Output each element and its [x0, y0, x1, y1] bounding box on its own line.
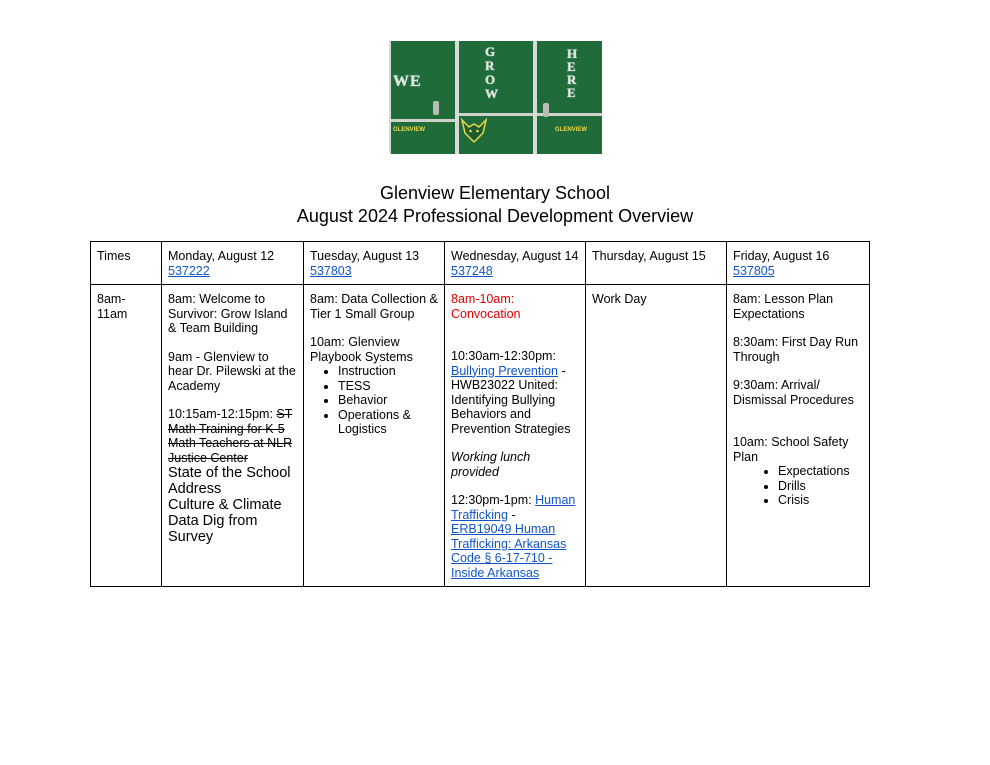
link-separator: -	[507, 507, 516, 522]
bobcat-logo-icon	[460, 118, 488, 144]
doc-title-overview: August 2024 Professional Development Overview	[296, 206, 694, 226]
header-tuesday	[304, 242, 445, 285]
friday-run-through: 8:30am: First Day Run Through	[733, 335, 859, 364]
header-times	[91, 242, 162, 285]
time-label: 12:30pm-1pm:	[451, 493, 536, 507]
list-item: • TESS	[338, 379, 438, 394]
tuesday-cell	[304, 285, 445, 587]
friday-safety-plan: 10am: School Safety Plan	[733, 435, 849, 464]
brand-text: GLENVIEW	[555, 127, 588, 133]
thursday-cell	[586, 285, 727, 587]
list-item: • Crisis	[778, 493, 863, 508]
course-code-link-wednesday[interactable]: 537248	[451, 263, 493, 278]
arkansas-code-link[interactable]: ERB19049 Human Trafficking: Arkansas Code § 6-17-710 - Inside Arkansas	[451, 522, 567, 580]
monday-state-of-school: State of the School Address	[168, 465, 291, 497]
time-label: 10:15am-12:15pm:	[168, 407, 277, 421]
wednesday-cell	[445, 285, 586, 587]
header-friday	[727, 242, 870, 285]
header-monday	[162, 242, 304, 285]
cancelled-text: Math Training for K-5 Math Teachers at NLR Justice Center	[168, 421, 293, 465]
human-trafficking-link[interactable]: Human Trafficking	[451, 493, 576, 522]
monday-cell	[162, 285, 304, 587]
door-right	[535, 41, 602, 154]
friday-arrival-dismissal: 9:30am: Arrival/ Dismissal Procedures	[733, 378, 854, 407]
wednesday-convocation: 8am-10am: Convocation	[451, 292, 521, 321]
bullying-prevention-link[interactable]: Bullying Prevention	[451, 363, 559, 378]
monday-keynote: 9am - Glenview to hear Dr. Pilewski at the Academy	[168, 349, 296, 393]
header-label: Tuesday, August 13	[310, 249, 420, 263]
tuesday-playbook: 10am: Glenview Playbook Systems	[310, 335, 413, 364]
monday-welcome: 8am: Welcome to Survivor: Grow Island & Team Building	[168, 292, 288, 335]
wednesday-lunch-note: Working lunch provided	[451, 450, 531, 479]
list-item: • Behavior	[338, 393, 438, 408]
course-code-link-monday[interactable]: 537222	[168, 263, 210, 278]
brand-text-left: GLENVIEW	[393, 127, 426, 133]
header-label: Friday, August 16	[733, 249, 830, 263]
header-label: Times	[97, 249, 131, 263]
time-range: 8am-11am	[97, 292, 128, 321]
monday-math-training	[168, 407, 297, 465]
monday-data-dig: Culture & Climate Data Dig from Survey	[168, 497, 282, 545]
session-description: - HWB23022 United: Identifying Bullying Behaviors and Prevention Strategies	[451, 363, 571, 436]
thursday-work-day: Work Day	[592, 292, 647, 306]
friday-safety-list	[733, 464, 863, 508]
course-code-link-tuesday[interactable]: 537803	[310, 263, 352, 278]
door-left	[389, 41, 457, 154]
doc-title-school: Glenview Elementary School	[379, 183, 611, 203]
cancelled-text: ST	[276, 407, 293, 421]
header-label: Thursday, August 15	[592, 249, 706, 263]
header-thursday	[586, 242, 727, 285]
header-row	[91, 242, 870, 285]
wednesday-trafficking	[451, 493, 579, 580]
header-photo	[389, 41, 602, 154]
time-cell	[91, 285, 162, 587]
list-item: • Drills	[778, 479, 863, 494]
wednesday-bullying	[451, 349, 579, 436]
door-word-here: HERE	[567, 46, 579, 100]
door-word-we: WE	[393, 73, 422, 90]
schedule-row	[91, 285, 870, 587]
list-item: • Operations & Logistics	[338, 408, 438, 437]
schedule-table	[90, 241, 870, 587]
friday-cell	[727, 285, 870, 587]
friday-lesson-plan: 8am: Lesson Plan Expectations	[733, 292, 834, 321]
tuesday-systems-list	[310, 364, 438, 437]
time-label: 10:30am-12:30pm:	[451, 349, 556, 363]
door-word-grow: GROW	[485, 44, 499, 101]
list-item: • Instruction	[338, 364, 438, 379]
header-label: Wednesday, August 14	[451, 249, 579, 263]
tuesday-data-collection: 8am: Data Collection & Tier 1 Small Group	[310, 292, 438, 321]
header-label: Monday, August 12	[168, 249, 275, 263]
header-wednesday	[445, 242, 586, 285]
course-code-link-friday[interactable]: 537805	[733, 263, 775, 278]
list-item: • Expectations	[778, 464, 863, 479]
